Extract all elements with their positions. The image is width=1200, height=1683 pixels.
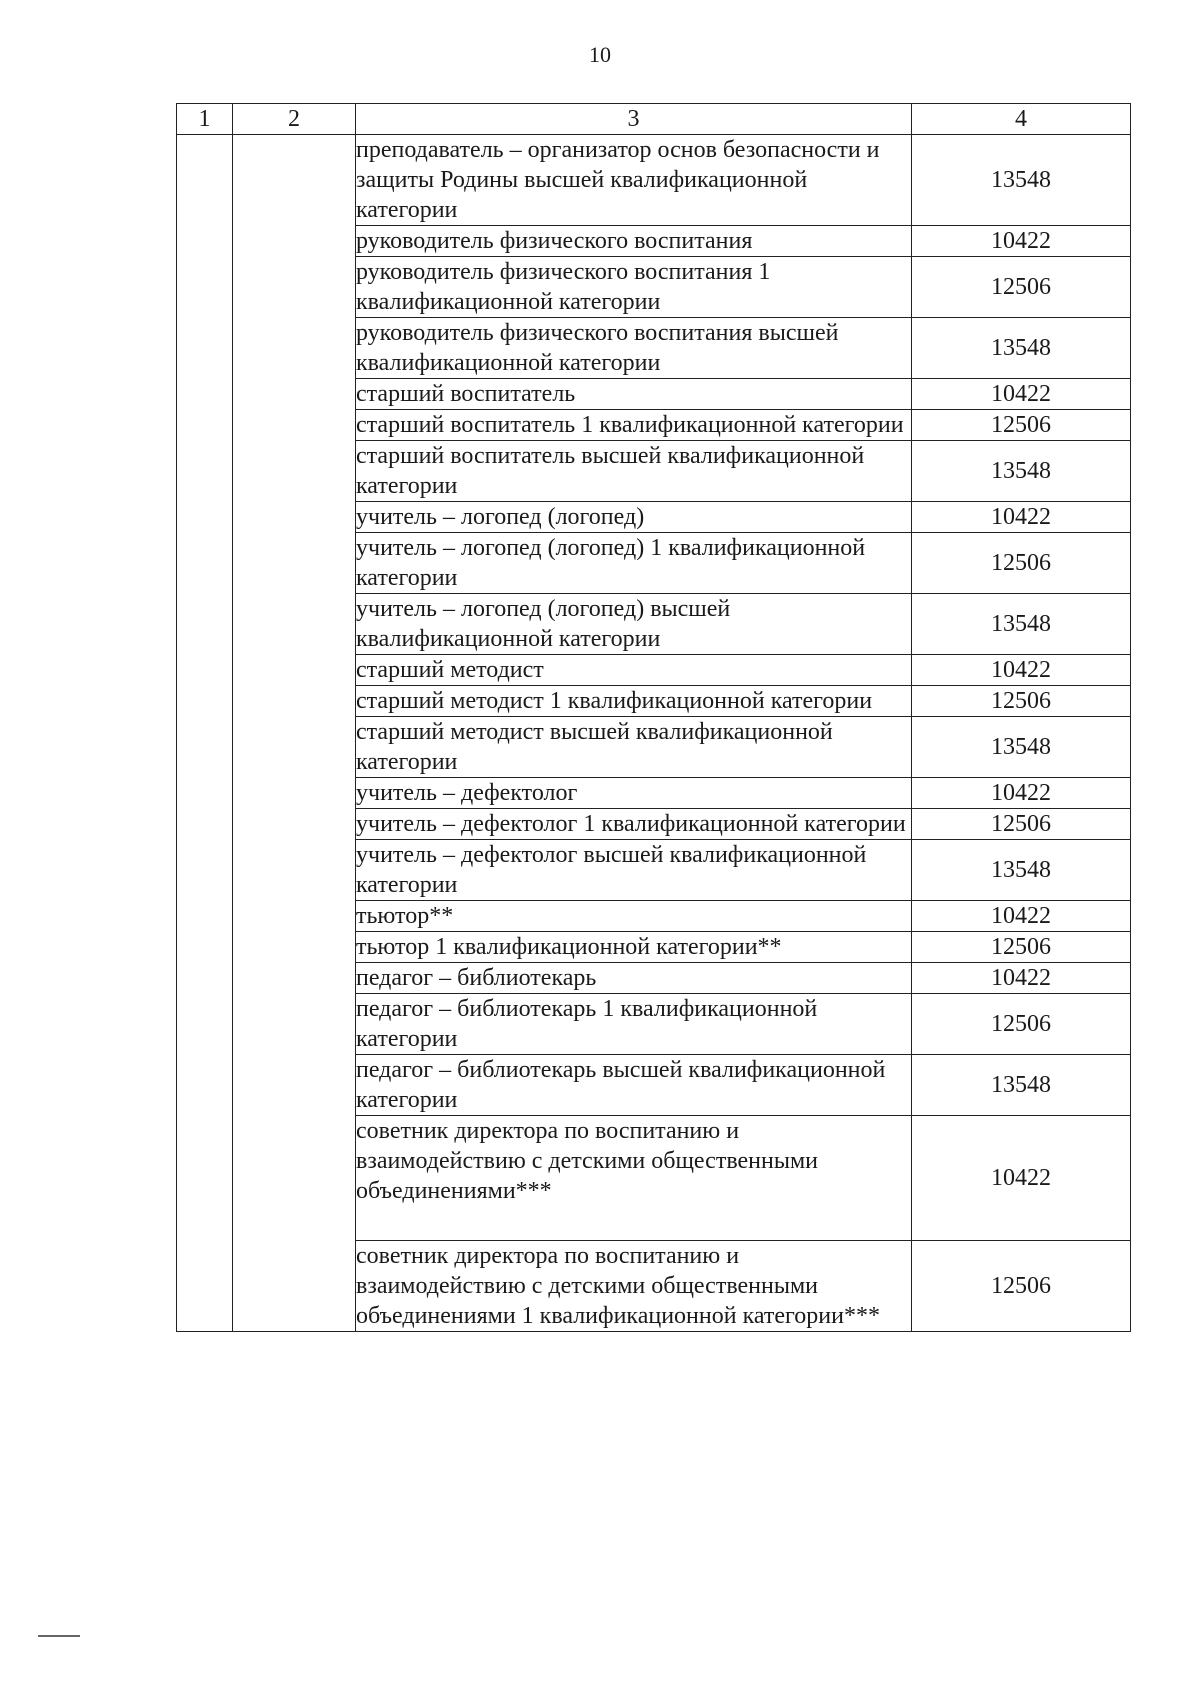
- position-name-cell: старший воспитатель: [356, 379, 912, 410]
- position-name-cell: учитель – дефектолог высшей квалификационной категории: [356, 840, 912, 901]
- position-name-cell: старший методист: [356, 655, 912, 686]
- position-name-cell: педагог – библиотекарь 1 квалификационной категории: [356, 994, 912, 1055]
- position-name-cell: руководитель физического воспитания высшей квалификационной категории: [356, 318, 912, 379]
- position-name-cell: преподаватель – организатор основ безопасности и защиты Родины высшей квалификационной категории: [356, 135, 912, 226]
- position-name-cell: учитель – дефектолог: [356, 778, 912, 809]
- salary-value-cell: 10422: [912, 778, 1131, 809]
- column-header-2: 2: [233, 104, 356, 135]
- salary-value-cell: 13548: [912, 318, 1131, 379]
- position-name-cell: руководитель физического воспитания: [356, 226, 912, 257]
- salary-value-cell: 10422: [912, 655, 1131, 686]
- salary-value-cell: 12506: [912, 410, 1131, 441]
- position-name-cell: педагог – библиотекарь: [356, 963, 912, 994]
- salary-value-cell: 10422: [912, 1116, 1131, 1241]
- column-1-cell: [177, 135, 233, 1332]
- position-name-cell: руководитель физического воспитания 1 квалификационной категории: [356, 257, 912, 318]
- salary-table: [176, 103, 1131, 1332]
- salary-value-cell: 12506: [912, 994, 1131, 1055]
- salary-value-cell: 13548: [912, 717, 1131, 778]
- position-name-cell: педагог – библиотекарь высшей квалификационной категории: [356, 1055, 912, 1116]
- salary-value-cell: 12506: [912, 1241, 1131, 1332]
- salary-value-cell: 13548: [912, 1055, 1131, 1116]
- position-name-cell: старший методист высшей квалификационной категории: [356, 717, 912, 778]
- position-name-cell: советник директора по воспитанию и взаимодействию с детскими общественными объединениями***: [356, 1116, 912, 1241]
- salary-value-cell: 13548: [912, 840, 1131, 901]
- position-name-cell: учитель – логопед (логопед) высшей квалификационной категории: [356, 594, 912, 655]
- salary-value-cell: 12506: [912, 533, 1131, 594]
- salary-value-cell: 10422: [912, 963, 1131, 994]
- position-name-cell: учитель – дефектолог 1 квалификационной категории: [356, 809, 912, 840]
- position-name-cell: учитель – логопед (логопед) 1 квалификационной категории: [356, 533, 912, 594]
- table-header-row: [177, 104, 1131, 135]
- position-name-cell: тьютор**: [356, 901, 912, 932]
- salary-value-cell: 10422: [912, 379, 1131, 410]
- column-header-4: 4: [912, 104, 1131, 135]
- salary-value-cell: 10422: [912, 502, 1131, 533]
- salary-value-cell: 13548: [912, 441, 1131, 502]
- salary-value-cell: 10422: [912, 226, 1131, 257]
- column-header-1: 1: [177, 104, 233, 135]
- salary-value-cell: 12506: [912, 257, 1131, 318]
- footer-line-mark: [38, 1635, 80, 1637]
- position-name-cell: старший воспитатель 1 квалификационной категории: [356, 410, 912, 441]
- position-name-cell: тьютор 1 квалификационной категории**: [356, 932, 912, 963]
- salary-value-cell: 10422: [912, 901, 1131, 932]
- table-row: [177, 135, 1131, 226]
- page-number: 10: [589, 42, 611, 67]
- salary-value-cell: 12506: [912, 686, 1131, 717]
- column-header-3: 3: [356, 104, 912, 135]
- position-name-cell: старший методист 1 квалификационной категории: [356, 686, 912, 717]
- salary-value-cell: 12506: [912, 809, 1131, 840]
- table-body: [177, 135, 1131, 1332]
- salary-value-cell: 12506: [912, 932, 1131, 963]
- position-name-cell: старший воспитатель высшей квалификационной категории: [356, 441, 912, 502]
- position-name-cell: советник директора по воспитанию и взаимодействию с детскими общественными объединениями 1 квалификационной категории***: [356, 1241, 912, 1332]
- salary-value-cell: 13548: [912, 135, 1131, 226]
- column-2-cell: [233, 135, 356, 1332]
- position-name-cell: учитель – логопед (логопед): [356, 502, 912, 533]
- salary-value-cell: 13548: [912, 594, 1131, 655]
